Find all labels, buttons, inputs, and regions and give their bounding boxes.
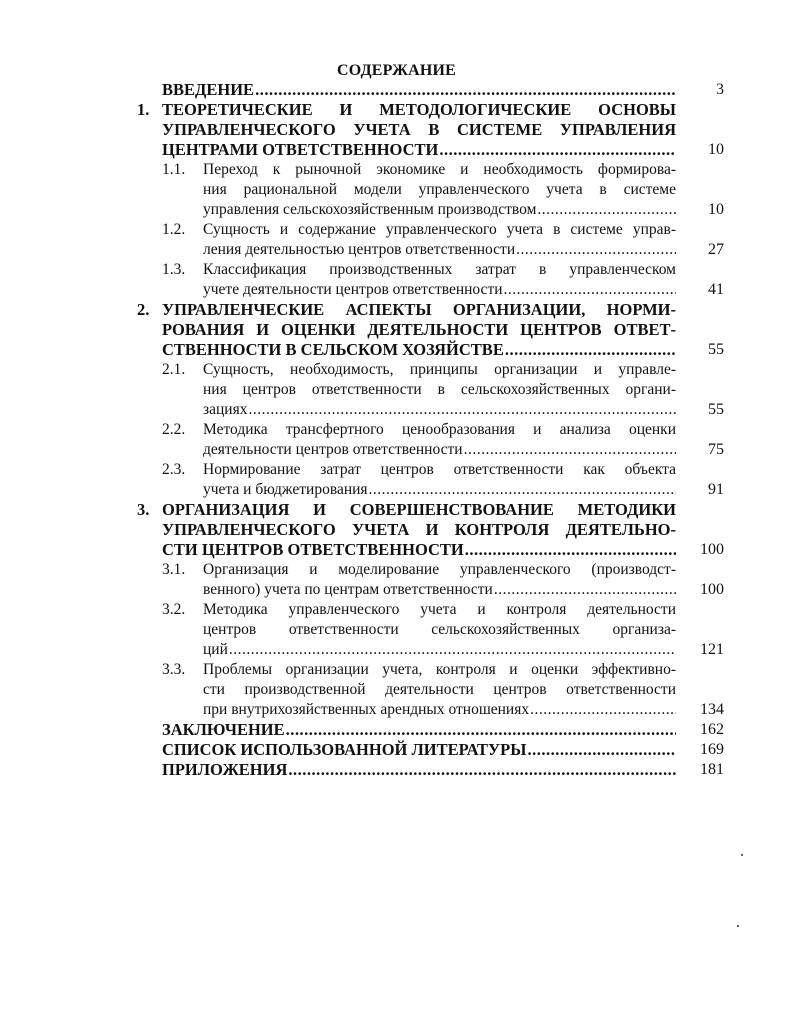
toc-page-number: 100 [700, 541, 724, 558]
dot-leader [255, 80, 676, 100]
toc-entry-line: ТЕОРЕТИЧЕСКИЕ И МЕТОДОЛОГИЧЕСКИЕ ОСНОВЫ [162, 100, 676, 119]
toc-page-number: 55 [708, 401, 724, 418]
toc-page-number: 41 [708, 281, 724, 298]
toc-entry-line: Проблемы организации учета, контроля и оценки эффективно- [203, 661, 676, 678]
toc-entry[interactable] [0, 100, 793, 160]
toc-entry-line-text: при внутрихозяйственных арендных отношениях [203, 701, 530, 718]
toc-entry-line-text: ВВЕДЕНИЕ [162, 80, 255, 99]
dot-leader [537, 200, 676, 220]
toc-entry[interactable] [0, 600, 793, 660]
toc-entry-line-text: учете деятельности центров ответственности [203, 281, 503, 298]
toc-page-number: 134 [700, 701, 724, 718]
toc-entry[interactable] [0, 300, 793, 360]
toc-page-number: 181 [700, 761, 724, 778]
toc-entry-line-text: зациях [203, 401, 248, 418]
dot-leader [530, 700, 676, 720]
dot-leader [504, 280, 676, 300]
toc-entry-line-text: СТИ ЦЕНТРОВ ОТВЕТСТВЕННОСТИ [162, 540, 464, 559]
toc-page-number: 100 [700, 581, 724, 598]
toc-entry[interactable] [0, 360, 793, 420]
toc-entry-line [203, 640, 676, 660]
toc-entry-title [162, 760, 676, 780]
toc-entry-line [203, 400, 676, 420]
dot-leader [465, 540, 676, 560]
dot-leader [516, 240, 676, 260]
toc-entry[interactable] [0, 420, 793, 460]
toc-entry[interactable] [0, 260, 793, 300]
toc-entry-line: Сущность, необходимость, принципы организации и управле- [203, 361, 676, 378]
toc-entry-number: 2.3. [162, 461, 186, 478]
page-title: СОДЕРЖАНИЕ [336, 62, 457, 79]
scan-speck [737, 925, 739, 927]
toc-entry-line: Сущность и содержание управленческого учета в системе управ- [203, 221, 676, 238]
toc-entry-title [203, 600, 676, 660]
toc-entry-title [162, 500, 676, 560]
toc-entry-number: 1.2. [162, 221, 186, 238]
toc-entry-line-text: ЦЕНТРАМИ ОТВЕТСТВЕННОСТИ [162, 140, 439, 159]
toc-entry-title [203, 360, 676, 420]
toc-entry-number: 1. [137, 100, 150, 119]
toc-entry-line-text: деятельности центров ответственности [203, 441, 463, 458]
toc-entry-number: 3.3. [162, 661, 186, 678]
toc-entry-title [162, 720, 676, 740]
toc-entry-title [203, 260, 676, 300]
toc-entry[interactable] [0, 560, 793, 600]
dot-leader [505, 340, 676, 360]
toc-entry-number: 1.1. [162, 161, 186, 178]
dot-leader [439, 140, 676, 160]
toc-entry-line-text: ПРИЛОЖЕНИЯ [162, 760, 288, 779]
toc-page-number: 10 [708, 141, 724, 158]
toc-entry-number: 3.2. [162, 601, 186, 618]
toc-entry-title [203, 460, 676, 500]
scan-speck [741, 854, 743, 856]
toc-entry-line: Классификация производственных затрат в управленческом [203, 261, 676, 278]
toc-entry-title [162, 300, 676, 360]
toc-entry-line: ОРГАНИЗАЦИЯ И СОВЕРШЕНСТВОВАНИЕ МЕТОДИКИ [162, 500, 676, 519]
toc-page-number: 3 [716, 81, 724, 98]
toc-entry-number: 3. [137, 500, 150, 519]
toc-entry-title [162, 100, 676, 160]
toc-entry[interactable] [0, 160, 793, 220]
toc-entry[interactable] [0, 760, 793, 780]
toc-entry-line [162, 540, 676, 560]
toc-entry-title [162, 80, 676, 100]
toc-entry[interactable] [0, 80, 793, 100]
toc-entry-line [203, 440, 676, 460]
toc-entry-line: Нормирование затрат центров ответственности как объекта [203, 461, 676, 478]
dot-leader [286, 720, 676, 740]
toc-entry[interactable] [0, 740, 793, 760]
toc-entry-line [162, 740, 676, 760]
toc-entry-title [162, 740, 676, 760]
toc-entry-line-text: управления сельскохозяйственным производством [203, 201, 537, 218]
toc-entry-line [162, 80, 676, 100]
toc-entry-number: 1.3. [162, 261, 186, 278]
toc-entry-line: ния рациональной модели управленческого учета в системе [203, 181, 676, 198]
toc-entry-line [203, 200, 676, 220]
toc-entry-line-text: СПИСОК ИСПОЛЬЗОВАННОЙ ЛИТЕРАТУРЫ [162, 740, 527, 759]
table-of-contents [0, 80, 793, 780]
toc-entry[interactable] [0, 500, 793, 560]
dot-leader [248, 400, 676, 420]
toc-entry-line-text: учета и бюджетирования [203, 481, 368, 498]
toc-entry-line: Методика управленческого учета и контроля деятельности [203, 601, 676, 618]
toc-page-number: 162 [700, 721, 724, 738]
toc-entry-line-text: ций [203, 641, 228, 658]
toc-entry-line: ния центров ответственности в сельскохозяйственных органи- [203, 381, 676, 398]
toc-entry-line: центров ответственности сельскохозяйственных организа- [203, 621, 676, 638]
toc-entry[interactable] [0, 720, 793, 740]
toc-entry-line [203, 700, 676, 720]
toc-entry-line [203, 240, 676, 260]
toc-page-number: 91 [708, 481, 724, 498]
toc-entry-line-text: ления деятельностью центров ответственности [203, 241, 516, 258]
toc-entry-line: УПРАВЛЕНЧЕСКИЕ АСПЕКТЫ ОРГАНИЗАЦИИ, НОРМИ- [162, 300, 676, 319]
toc-entry-line-text: венного) учета по центрам ответственности [203, 581, 493, 598]
toc-entry-title [203, 420, 676, 460]
toc-entry-number: 2.2. [162, 421, 186, 438]
toc-entry-line [162, 340, 676, 360]
toc-page-number: 27 [708, 241, 724, 258]
toc-entry-number: 3.1. [162, 561, 186, 578]
toc-entry-title [203, 560, 676, 600]
toc-page-number: 169 [700, 741, 724, 758]
toc-entry-line [203, 580, 676, 600]
dot-leader [464, 440, 676, 460]
toc-entry[interactable] [0, 660, 793, 720]
toc-entry[interactable] [0, 220, 793, 260]
toc-entry-title [203, 220, 676, 260]
toc-entry-line [162, 140, 676, 160]
toc-entry-line: Организация и моделирование управленческого (производст- [203, 561, 676, 578]
toc-entry-line: Методика трансфертного ценообразования и анализа оценки [203, 421, 676, 438]
dot-leader [494, 580, 676, 600]
toc-entry-line: УПРАВЛЕНЧЕСКОГО УЧЕТА В СИСТЕМЕ УПРАВЛЕНИЯ [162, 120, 676, 139]
toc-entry-line: сти производственной деятельности центров ответственности [203, 681, 676, 698]
toc-entry-line: УПРАВЛЕНЧЕСКОГО УЧЕТА И КОНТРОЛЯ ДЕЯТЕЛЬНО- [162, 520, 676, 539]
dot-leader [369, 480, 676, 500]
toc-page-number: 75 [708, 441, 724, 458]
toc-entry-line [162, 720, 676, 740]
toc-entry-number: 2. [137, 300, 150, 319]
toc-entry-line: Переход к рыночной экономике и необходимость формирова- [203, 161, 676, 178]
toc-page-number: 55 [708, 341, 724, 358]
dot-leader [229, 640, 676, 660]
toc-entry-line [203, 480, 676, 500]
toc-entry-line: РОВАНИЯ И ОЦЕНКИ ДЕЯТЕЛЬНОСТИ ЦЕНТРОВ ОТВЕТ- [162, 320, 676, 339]
toc-entry-title [203, 160, 676, 220]
toc-page-number: 10 [708, 201, 724, 218]
toc-entry[interactable] [0, 460, 793, 500]
toc-entry-line [162, 760, 676, 780]
toc-entry-number: 2.1. [162, 361, 186, 378]
toc-page-number: 121 [700, 641, 724, 658]
toc-entry-line [203, 280, 676, 300]
dot-leader [527, 740, 676, 760]
toc-entry-line-text: ЗАКЛЮЧЕНИЕ [162, 720, 285, 739]
toc-entry-title [203, 660, 676, 720]
dot-leader [288, 760, 676, 780]
toc-entry-line-text: СТВЕННОСТИ В СЕЛЬСКОМ ХОЗЯЙСТВЕ [162, 340, 504, 359]
